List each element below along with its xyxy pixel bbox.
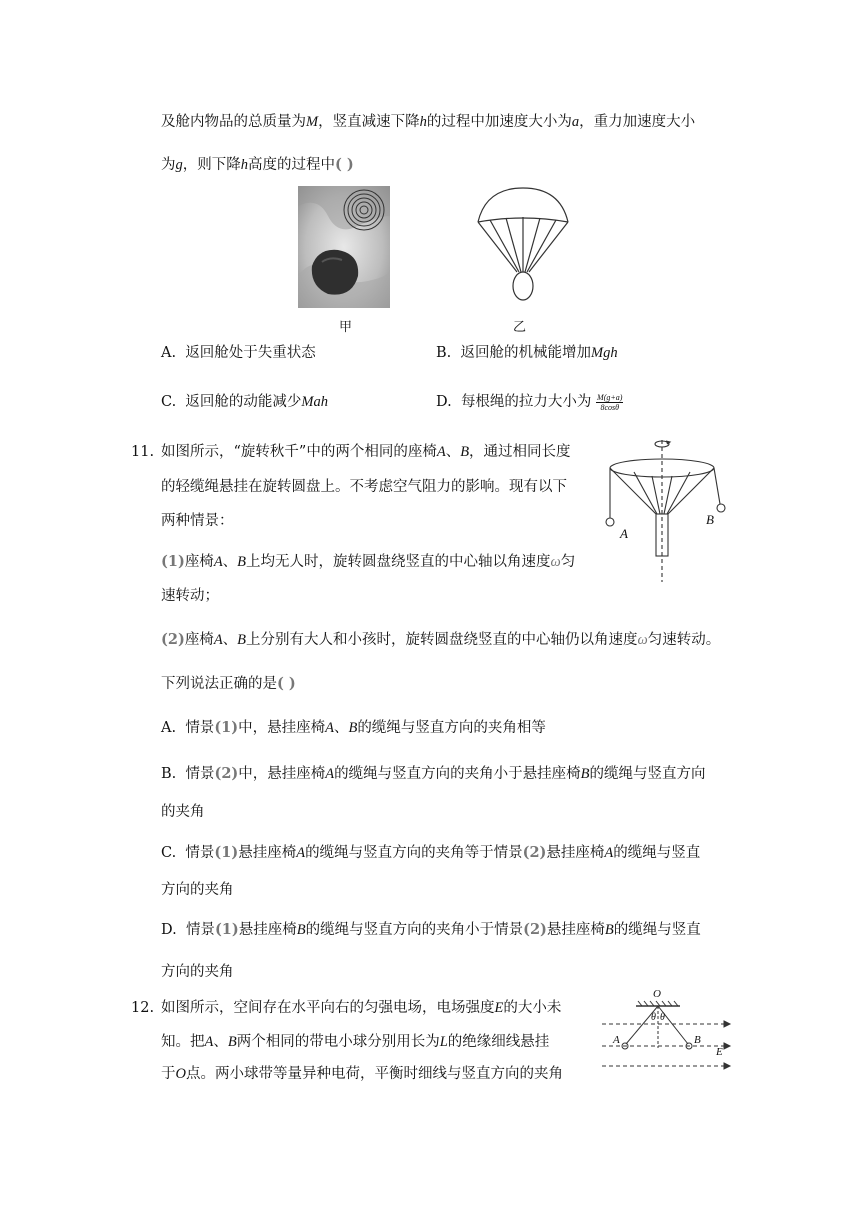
q11-option-a[interactable] <box>161 718 546 738</box>
figure-yi-label: 乙 <box>513 320 527 335</box>
text: ，重力加速度大小 <box>579 114 696 130</box>
scenario-ref: (1) <box>214 921 239 938</box>
text: 中，悬挂座椅 <box>238 766 326 782</box>
q11-option-c-cont: 方向的夹角 <box>161 882 234 898</box>
text: 悬挂座椅 <box>238 845 297 861</box>
q11-scenario-1-line-2: 速转动； <box>161 588 219 604</box>
var-A: A <box>296 845 306 861</box>
var-a: a <box>571 114 580 130</box>
text: 知。把 <box>161 1034 205 1050</box>
text: 中，悬挂座椅 <box>238 720 326 736</box>
figure-label-O: O <box>653 988 661 1000</box>
text: 的缆绳与竖直方向 <box>589 766 706 782</box>
text: 的缆绳与竖直方向的夹角小于悬挂座椅 <box>334 766 581 782</box>
scenario-ref: (2) <box>523 921 547 938</box>
option-letter: B. <box>436 345 452 361</box>
option-letter: A. <box>161 345 177 361</box>
text: 座椅 <box>184 632 214 648</box>
text: 的缆绳与竖直方向的夹角小于情景 <box>305 922 524 938</box>
text: 情景 <box>185 845 215 861</box>
option-letter: B. <box>161 766 177 782</box>
var-B: B <box>237 554 247 570</box>
q11-option-b[interactable] <box>161 764 706 784</box>
figure-label-E: E <box>716 1046 723 1058</box>
text: 、 <box>222 632 238 648</box>
option-letter: A. <box>161 720 177 736</box>
q10-option-a[interactable] <box>161 343 316 363</box>
q10-intro-line-1 <box>161 112 695 132</box>
scenario-ref: (1) <box>214 719 239 736</box>
option-letter: C. <box>161 394 177 410</box>
fraction-numerator: M(g+a) <box>597 392 623 402</box>
var-g: g <box>175 157 183 173</box>
text: 的缆绳与竖直 <box>613 845 701 861</box>
text: 情景 <box>185 922 215 938</box>
figure-jia-label: 甲 <box>339 320 353 335</box>
option-text: 返回舱的动能减少 <box>185 394 302 410</box>
q11-option-c[interactable] <box>161 843 700 863</box>
text: 情景 <box>185 766 215 782</box>
text: 悬挂座椅 <box>546 845 605 861</box>
var-A: A <box>213 632 223 648</box>
q11-option-d-cont: 方向的夹角 <box>161 964 234 980</box>
q11-scenario-1-line-1 <box>161 552 575 572</box>
var-A: A <box>325 766 335 782</box>
var-Mah: Mah <box>301 394 328 410</box>
text: 如图所示，“旋转秋千”中的两个相同的座椅 <box>161 444 437 460</box>
text: 如图所示，空间存在水平向右的匀强电场，电场强度 <box>161 1000 495 1016</box>
option-text: 返回舱处于失重状态 <box>185 345 316 361</box>
q12-number: 12. <box>131 1000 155 1016</box>
figure-label-A: A <box>613 1034 620 1046</box>
q10-option-b[interactable] <box>436 343 618 363</box>
figure-rotating-swing <box>604 432 744 584</box>
text: 座椅 <box>184 554 214 570</box>
figure-label-theta-right: θ <box>660 1012 665 1023</box>
text: 为 <box>161 157 176 173</box>
var-E: E <box>494 1000 504 1016</box>
option-letter: D. <box>161 922 177 938</box>
text: 的大小未 <box>503 1000 562 1016</box>
text: 匀速转动。 <box>647 632 721 648</box>
var-A: A <box>325 720 334 736</box>
answer-paren: ( ) <box>335 156 354 173</box>
var-B: B <box>604 922 614 938</box>
q10-intro-line-2 <box>161 155 354 175</box>
text: 、 <box>213 1034 228 1050</box>
var-Mgh: Mgh <box>590 345 618 361</box>
var-M: M <box>306 114 319 130</box>
text: ，通过相同长度 <box>469 444 571 460</box>
figure-jia-photo <box>298 186 390 308</box>
var-omega: ω <box>637 632 648 648</box>
text: 的绝缘细线悬挂 <box>447 1034 550 1050</box>
figure-label-A: A <box>620 526 628 541</box>
scenario-ref: (2) <box>522 844 547 861</box>
q11-option-b-cont: 的夹角 <box>161 804 205 820</box>
q10-option-d[interactable] <box>436 392 623 412</box>
text: 高度的过程中 <box>248 157 335 173</box>
var-B: B <box>460 444 470 460</box>
var-B: B <box>237 632 247 648</box>
option-letter: D. <box>436 394 452 410</box>
figure-label-B: B <box>706 512 714 527</box>
text: 的缆绳与竖直方向的夹角等于情景 <box>305 845 523 861</box>
figure-yi-parachute <box>476 186 570 308</box>
q10-option-c[interactable] <box>161 392 328 412</box>
option-text: 返回舱的机械能增加 <box>460 345 591 361</box>
var-h: h <box>240 157 248 173</box>
scenario-ref: (2) <box>214 765 239 782</box>
fraction-denominator: 8cosθ <box>600 402 620 412</box>
text: 悬挂座椅 <box>238 922 297 938</box>
text: 于 <box>161 1066 176 1082</box>
q11-line-1 <box>161 442 571 462</box>
option-text: 每根绳的拉力大小为 <box>460 394 592 410</box>
var-A: A <box>436 444 446 460</box>
q12-line-2 <box>161 1032 549 1052</box>
text: 下列说法正确的是 <box>161 676 277 692</box>
text: 及舱内物品的总质量为 <box>161 114 306 130</box>
var-A: A <box>213 554 223 570</box>
var-B: B <box>348 720 358 736</box>
text: 上分别有大人和小孩时，旋转圆盘绕竖直的中心轴仍以角速度 <box>246 632 638 648</box>
q12-line-3 <box>161 1064 563 1084</box>
var-omega: ω <box>550 554 561 570</box>
answer-paren: ( ) <box>277 675 296 692</box>
text: 、 <box>445 444 461 460</box>
text: 悬挂座椅 <box>546 922 605 938</box>
figure-label-theta-left: θ <box>651 1012 656 1023</box>
figure-label-B: B <box>694 1034 701 1046</box>
var-B: B <box>227 1034 237 1050</box>
q11-scenario-2 <box>161 630 720 650</box>
text: 、 <box>222 554 238 570</box>
q11-number: 11. <box>131 444 155 460</box>
var-A: A <box>604 845 614 861</box>
q11-line-2: 的轻缆绳悬挂在旋转圆盘上。不考虑空气阻力的影响。现有以下 <box>161 479 567 495</box>
text: 两个相同的带电小球分别用长为 <box>236 1034 440 1050</box>
var-B: B <box>296 922 306 938</box>
text: 情景 <box>185 720 215 736</box>
scenario-ref: (1) <box>214 844 239 861</box>
fraction <box>596 393 623 412</box>
option-letter: C. <box>161 845 177 861</box>
text: 的缆绳与竖直 <box>613 922 701 938</box>
q11-line-3: 两种情景： <box>161 513 234 529</box>
var-L: L <box>439 1034 448 1050</box>
var-h: h <box>419 114 427 130</box>
var-B: B <box>580 766 590 782</box>
scenario-number: (2) <box>161 631 185 648</box>
text: 的缆绳与竖直方向的夹角相等 <box>357 720 546 736</box>
text: 、 <box>333 720 349 736</box>
q11-option-d[interactable] <box>161 920 701 940</box>
var-A: A <box>204 1034 214 1050</box>
text: 匀 <box>560 554 576 570</box>
text: 上均无人时，旋转圆盘绕竖直的中心轴以角速度 <box>246 554 551 570</box>
text: ，则下降 <box>182 157 241 173</box>
var-O: O <box>175 1066 186 1082</box>
text: 点。两小球带等量异种电荷，平衡时细线与竖直方向的夹角 <box>185 1066 563 1082</box>
scenario-number: (1) <box>161 553 185 570</box>
figure-charged-balls <box>600 990 736 1072</box>
text: 的过程中加速度大小为 <box>426 114 572 130</box>
q12-line-1 <box>161 998 561 1018</box>
text: ，竖直减速下降 <box>318 114 420 130</box>
q11-ask <box>161 674 296 694</box>
